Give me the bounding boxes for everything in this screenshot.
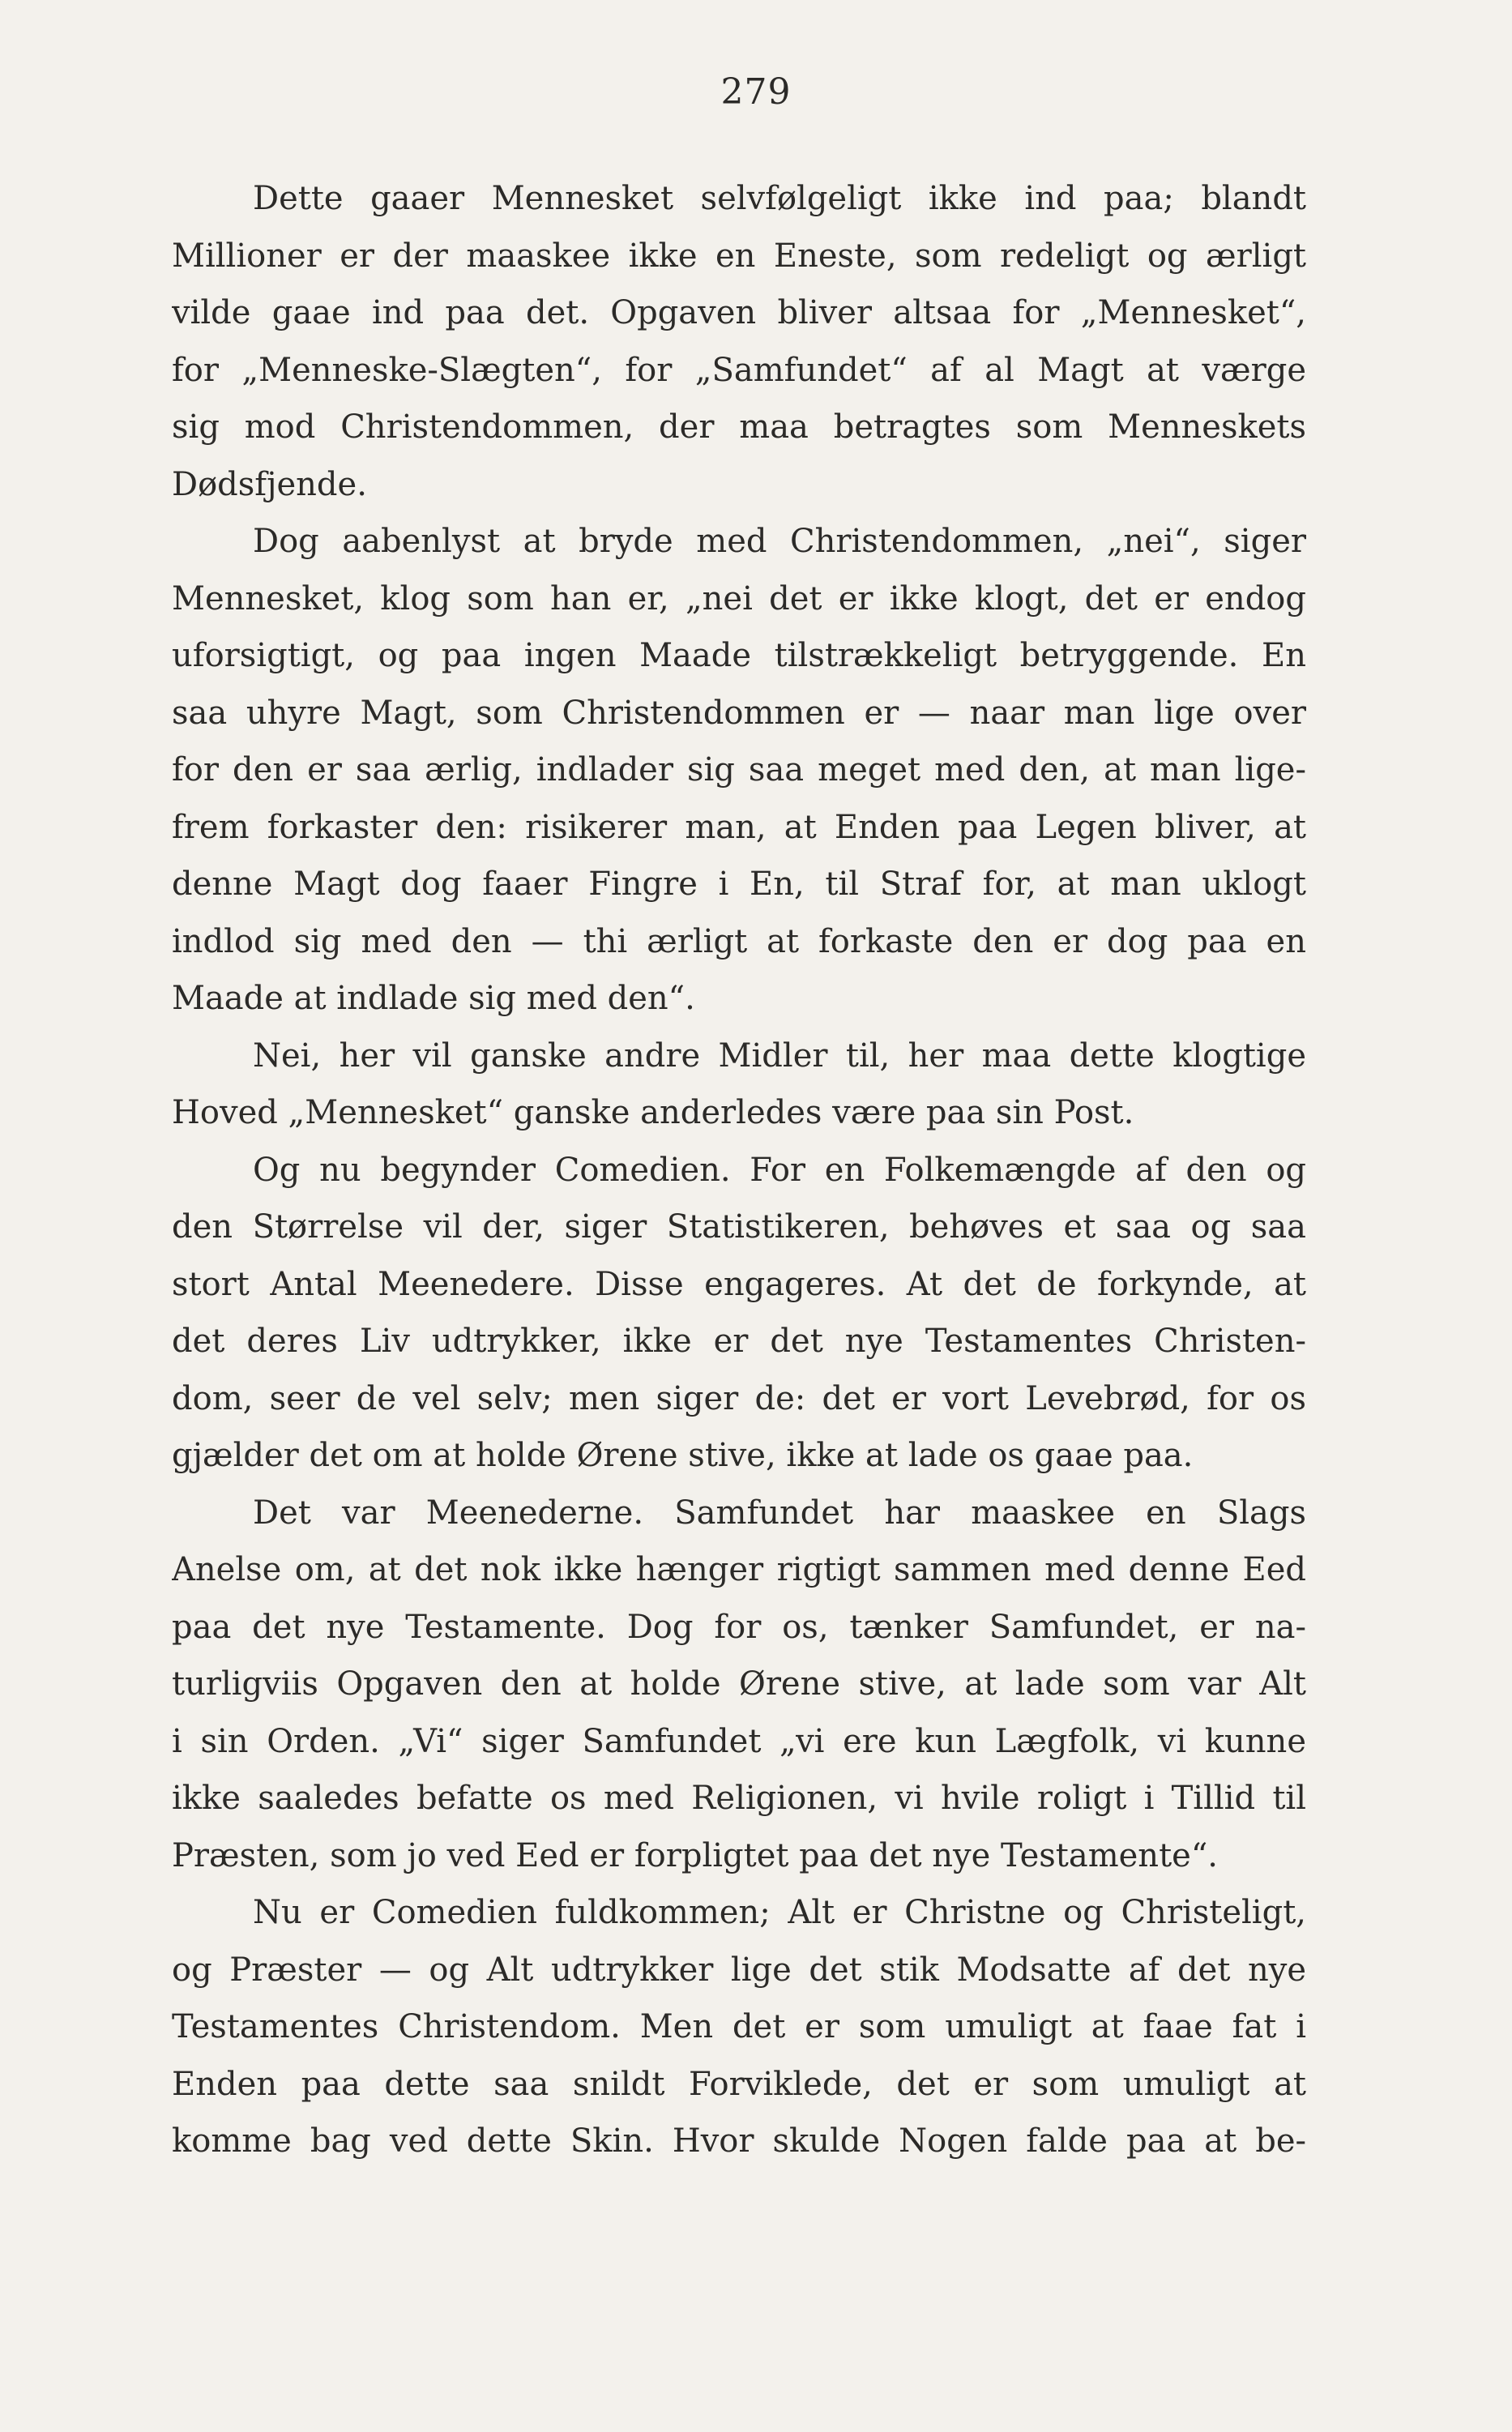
text-line: Præsten, som jo ved Eed er forpligtet paa det nye Testamente“.	[172, 1836, 1218, 1874]
text-line: Anelse om, at det nok ikke hænger rigtigt sammen med denne Eed	[172, 1551, 1306, 1588]
text-line: Millioner er der maaskee ikke en Eneste, som redeligt og ærligt	[172, 237, 1306, 275]
text-line: og Præster — og Alt udtrykker lige det stik Modsatte af det nye	[172, 1951, 1306, 1989]
text-line: i sin Orden. „Vi“ siger Samfundet „vi ere kun Lægfolk, vi kunne	[172, 1722, 1306, 1760]
text-line: Og nu begynder Comedien. For en Folkemængde af den og	[253, 1151, 1306, 1189]
text-line: Dette gaaer Mennesket selvfølgeligt ikke ind paa; blandt	[253, 180, 1306, 217]
text-line: uforsigtigt, og paa ingen Maade tilstrækkeligt betryggende. En	[172, 637, 1306, 674]
text-line: for den er saa ærlig, indlader sig saa meget med den, at man lige-	[172, 751, 1306, 789]
text-line: den Størrelse vil der, siger Statistikeren, behøves et saa og saa	[172, 1208, 1306, 1246]
text-line: Nei, her vil ganske andre Midler til, her maa dette klogtige	[253, 1036, 1306, 1075]
text-line: for „Menneske-Slægten“, for „Samfundet“ af al Magt at værge	[172, 351, 1306, 389]
text-line: stort Antal Meenedere. Disse engageres. At det de forkynde, at	[172, 1265, 1306, 1303]
text-line: frem forkaster den: risikerer man, at Enden paa Legen bliver, at	[172, 808, 1306, 846]
text-line: Dødsfjende.	[172, 465, 367, 503]
text-line: Dog aabenlyst at bryde med Christendommen, „nei“, siger	[253, 523, 1306, 560]
page-number: 279	[720, 71, 792, 113]
text-line: Nu er Comedien fuldkommen; Alt er Christne og Christeligt,	[253, 1894, 1306, 1931]
text-line: komme bag ved dette Skin. Hvor skulde Nogen falde paa at be-	[172, 2122, 1306, 2160]
text-line: Testamentes Christendom. Men det er som umuligt at faae fat i	[172, 2008, 1306, 2045]
body-text	[172, 170, 1306, 2170]
text-line: Hoved „Mennesket“ ganske anderledes være paa sin Post.	[172, 1094, 1134, 1131]
text-line: dom, seer de vel selv; men siger de: det er vort Levebrød, for os	[172, 1379, 1306, 1417]
text-line: ikke saaledes befatte os med Religionen, vi hvile roligt i Tillid til	[172, 1780, 1306, 1817]
text-line: gjælder det om at holde Ørene stive, ikke at lade os gaae paa.	[172, 1437, 1194, 1474]
text-line: det deres Liv udtrykker, ikke er det nye Testamentes Christen-	[172, 1323, 1306, 1360]
text-line: Enden paa dette saa snildt Forviklede, det er som umuligt at	[172, 2065, 1306, 2103]
text-line: turligviis Opgaven den at holde Ørene stive, at lade som var Alt	[172, 1665, 1306, 1703]
text-line: sig mod Christendommen, der maa betragtes som Menneskets	[172, 408, 1306, 446]
text-line: saa uhyre Magt, som Christendommen er — naar man lige over	[172, 694, 1306, 732]
text-line: Det var Meenederne. Samfundet har maaskee en Slags	[253, 1494, 1306, 1532]
text-line: Maade at indlade sig med den“.	[172, 980, 695, 1017]
text-line: paa det nye Testamente. Dog for os, tænker Samfundet, er na-	[172, 1608, 1306, 1646]
text-line: vilde gaae ind paa det. Opgaven bliver altsaa for „Mennesket“,	[172, 294, 1306, 331]
text-line: indlod sig med den — thi ærligt at forkaste den er dog paa en	[172, 922, 1306, 960]
text-line: Mennesket, klog som han er, „nei det er ikke klogt, det er endog	[172, 579, 1306, 618]
text-line: denne Magt dog faaer Fingre i En, til Straf for, at man uklogt	[172, 866, 1306, 903]
